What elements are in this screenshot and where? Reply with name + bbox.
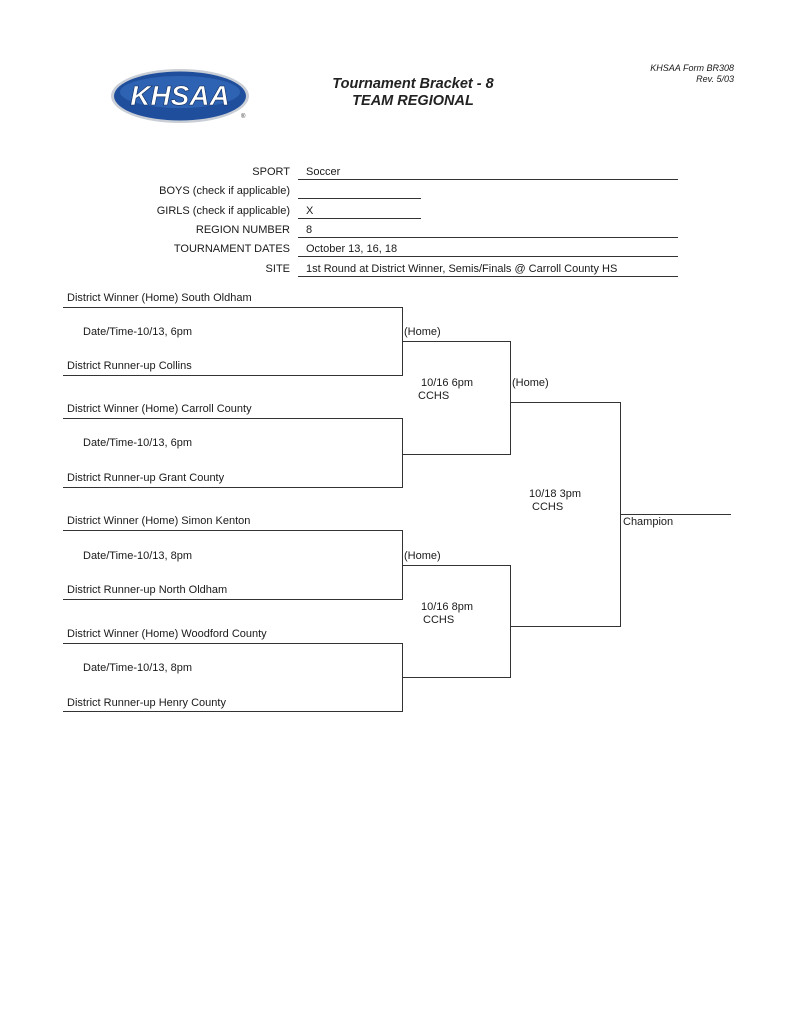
dates-label: TOURNAMENT DATES [173,243,290,255]
match3-datetime: Date/Time-10/13, 8pm [83,550,193,562]
svg-text:KHSAA: KHSAA [130,80,230,111]
match3-top-team: District Winner (Home) Simon Kenton [67,515,251,527]
sport-label: SPORT [252,166,290,178]
champion-line [620,514,731,515]
match1-top-line [63,307,403,308]
sport-value: Soccer [306,166,341,178]
match1-bottom-team: District Runner-up Collins [67,360,192,372]
girls-underline [298,218,421,219]
title-line-2: TEAM REGIONAL [352,93,474,109]
site-value: 1st Round at District Winner, Semis/Finals @ Carroll County HS [306,263,618,275]
semi2-bottom-line [402,677,511,678]
dates-value: October 13, 16, 18 [306,243,398,255]
semi2-home-label: (Home) [404,550,441,562]
semi1-place: CCHS [418,390,450,402]
region-label: REGION NUMBER [195,224,290,236]
girls-value: X [306,205,314,217]
match4-top-line [63,643,403,644]
svg-text:®: ® [241,114,246,120]
region-value: 8 [306,224,313,236]
final-home-label: (Home) [512,377,549,389]
region-underline [298,237,678,238]
form-id [650,63,734,85]
semi1-connector [510,341,511,455]
final-time: 10/18 3pm [529,488,581,500]
match4-top-team: District Winner (Home) Woodford County [67,628,267,640]
final-place: CCHS [532,501,564,513]
semi1-bottom-line [402,454,511,455]
final-top-line [510,402,621,403]
match3-bottom-line [63,599,403,600]
match2-datetime: Date/Time-10/13, 6pm [83,437,193,449]
semi2-place: CCHS [423,614,455,626]
site-label: SITE [265,263,290,275]
match2-connector [402,418,403,488]
match2-top-line [63,418,403,419]
match4-bottom-team: District Runner-up Henry County [67,697,226,709]
match1-datetime: Date/Time-10/13, 6pm [83,326,193,338]
semi1-time: 10/16 6pm [421,377,473,389]
match3-top-line [63,530,403,531]
dates-underline [298,256,678,257]
match1-top-team: District Winner (Home) South Oldham [67,292,252,304]
match4-datetime: Date/Time-10/13, 8pm [83,662,193,674]
title-line-1: Tournament Bracket - 8 [332,76,494,92]
match2-bottom-line [63,487,403,488]
semi2-connector [510,565,511,678]
final-bottom-line [510,626,621,627]
page-title [300,76,526,110]
khsaa-logo [110,68,250,124]
boys-label: BOYS (check if applicable) [159,185,290,197]
match3-bottom-team: District Runner-up North Oldham [67,584,228,596]
match2-bottom-team: District Runner-up Grant County [67,472,225,484]
girls-label: GIRLS (check if applicable) [156,205,290,217]
form-number: KHSAA Form BR308 [650,63,734,73]
boys-underline [298,198,421,199]
match1-bottom-line [63,375,403,376]
form-revision: Rev. 5/03 [696,74,734,84]
sport-underline [298,179,678,180]
semi1-top-line [402,341,511,342]
semi1-home-label: (Home) [404,326,441,338]
champion-label: Champion [623,516,674,528]
site-underline [298,276,678,277]
semi2-top-line [402,565,511,566]
match2-top-team: District Winner (Home) Carroll County [67,403,252,415]
match4-bottom-line [63,711,403,712]
semi2-time: 10/16 8pm [421,601,473,613]
